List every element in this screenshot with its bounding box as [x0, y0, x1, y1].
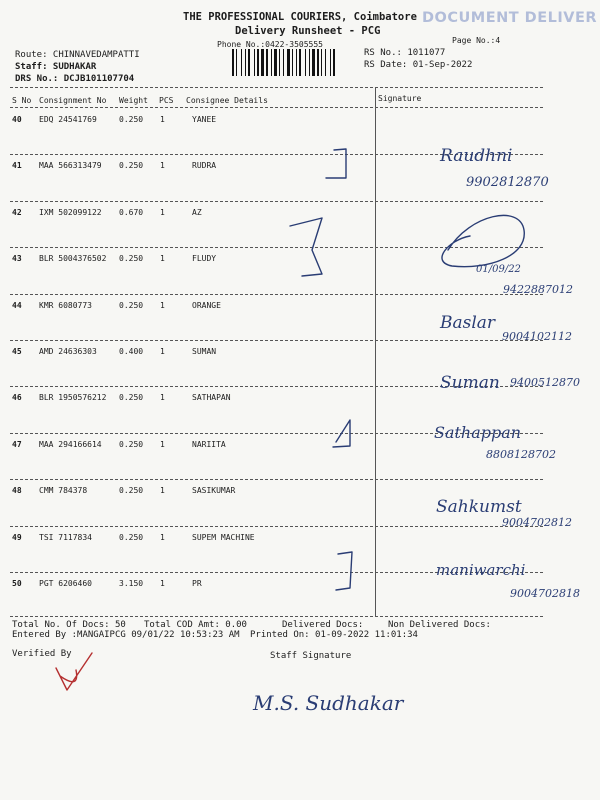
- header-weight: Weight: [119, 96, 148, 105]
- total-cod: Total COD Amt: 0.00: [144, 620, 247, 630]
- cell-weight: 0.250: [119, 115, 144, 124]
- tick-mark: [336, 552, 352, 590]
- entered-by: Entered By :MANGAIPCG 09/01/22 10:53:23 AM: [12, 630, 240, 640]
- cell-consignment-no: CMM 784378: [39, 486, 88, 496]
- cell-consignee: FLUDY: [192, 254, 217, 264]
- verified-by: Verified By: [12, 649, 72, 659]
- header-pcs: PCS: [159, 96, 174, 105]
- cell-consignment-no: AMD 24636303: [39, 347, 97, 356]
- cell-pcs: 1: [160, 532, 165, 542]
- cell-pcs: 1: [160, 115, 165, 124]
- cell-consignee: PR: [192, 579, 202, 588]
- cell-consignee: ORANGE: [192, 300, 221, 310]
- tick-mark: [290, 218, 322, 276]
- cell-pcs: 1: [160, 347, 165, 356]
- delivered-docs: Delivered Docs:: [282, 620, 364, 630]
- cell-sno: 48: [12, 486, 22, 496]
- hw-phone: 9004702818: [510, 587, 580, 600]
- total-docs: Total No. Of Docs: 50: [12, 620, 126, 630]
- cell-weight: 0.250: [119, 161, 144, 171]
- drs-number: DRS No.: DCJB101107704: [15, 74, 135, 84]
- cell-pcs: 1: [160, 486, 165, 496]
- cell-weight: 0.670: [119, 207, 144, 217]
- cell-pcs: 1: [160, 439, 165, 449]
- header-consignee: Consignee Details: [186, 96, 268, 105]
- cell-sno: 46: [12, 393, 22, 403]
- cell-pcs: 1: [160, 579, 165, 588]
- company-title: THE PROFESSIONAL COURIERS, Coimbatore: [183, 11, 417, 23]
- cell-consignment-no: KMR 6080773: [39, 300, 92, 310]
- staff-signature-label: Staff Signature: [270, 651, 352, 661]
- cell-consignment-no: MAA 566313479: [39, 161, 102, 171]
- table-bottom-rule: [10, 616, 543, 617]
- cell-pcs: 1: [160, 161, 165, 171]
- hw-signature: Sathappan: [434, 423, 522, 442]
- cell-sno: 44: [12, 300, 22, 310]
- phone-number: Phone No.:0422-3505555: [217, 40, 323, 49]
- cell-weight: 0.250: [119, 486, 144, 496]
- printed-on: Printed On: 01-09-2022 11:01:34: [250, 630, 418, 640]
- cell-sno: 42: [12, 207, 22, 217]
- runsheet-subtitle: Delivery Runsheet - PCG: [235, 25, 381, 37]
- header-sno: S No: [12, 96, 32, 105]
- cell-pcs: 1: [160, 300, 165, 310]
- cell-weight: 0.250: [119, 532, 144, 542]
- hw-phone: 9004102112: [502, 330, 572, 343]
- hw-signature: Sahkumst: [436, 497, 522, 517]
- cell-consignee: RUDRA: [192, 161, 217, 171]
- rs-date: RS Date: 01-Sep-2022: [364, 60, 473, 70]
- cell-consignee: NARIITA: [192, 439, 226, 449]
- document-delivery-stamp: DOCUMENT DELIVER: [422, 10, 598, 26]
- cell-weight: 0.250: [119, 439, 144, 449]
- cell-sno: 47: [12, 439, 22, 449]
- cell-weight: 0.400: [119, 347, 144, 356]
- cell-consignment-no: BLR 1950576212: [39, 393, 107, 403]
- signature-scribble: [442, 215, 524, 266]
- cell-consignment-no: BLR 5004376502: [39, 254, 107, 264]
- hw-signature: Suman: [440, 373, 500, 393]
- staff-handwritten-signature: M.S. Sudhakar: [253, 691, 404, 715]
- cell-consignee: SUPEM MACHINE: [192, 532, 255, 542]
- cell-sno: 40: [12, 115, 22, 124]
- cell-consignment-no: PGT 6206460: [39, 579, 92, 588]
- hw-phone: 9422887012: [503, 283, 573, 296]
- hw-phone: 9902812870: [466, 175, 549, 190]
- cell-consignee: YANEE: [192, 115, 217, 124]
- hw-phone: 9400512870: [510, 376, 580, 389]
- hw-signature: maniwarchi: [436, 561, 526, 579]
- rs-number: RS No.: 1011077: [364, 48, 446, 58]
- cell-consignment-no: EDQ 24541769: [39, 115, 97, 124]
- hw-phone: 9004702812: [502, 516, 572, 529]
- cell-consignee: AZ: [192, 207, 202, 217]
- hw-signature: Raudhni: [440, 146, 513, 166]
- hw-signature: Baslar: [440, 313, 496, 333]
- cell-pcs: 1: [160, 207, 165, 217]
- cell-sno: 49: [12, 532, 22, 542]
- cell-consignee: SATHAPAN: [192, 393, 231, 403]
- cell-consignment-no: IXM 502099122: [39, 207, 102, 217]
- cell-weight: 3.150: [119, 579, 144, 588]
- cell-pcs: 1: [160, 254, 165, 264]
- cell-consignment-no: TSI 7117834: [39, 532, 92, 542]
- tick-mark: [333, 420, 350, 447]
- hw-phone: 8808128702: [486, 448, 556, 461]
- route-label: Route: CHINNAVEDAMPATTI: [15, 50, 140, 60]
- cell-weight: 0.250: [119, 254, 144, 264]
- header-signature: Signature: [378, 94, 422, 103]
- cell-consignment-no: MAA 294166614: [39, 439, 102, 449]
- cell-sno: 50: [12, 579, 22, 588]
- cell-consignee: SUMAN: [192, 347, 217, 356]
- hw-date: 01/09/22: [476, 264, 521, 275]
- cell-sno: 43: [12, 254, 22, 264]
- non-delivered-docs: Non Delivered Docs:: [388, 620, 491, 630]
- cell-weight: 0.250: [119, 393, 144, 403]
- page-number: Page No.:4: [452, 36, 501, 45]
- header-consignment: Consignment No: [39, 96, 107, 105]
- cell-sno: 45: [12, 347, 22, 356]
- tick-mark: [326, 149, 346, 178]
- cell-pcs: 1: [160, 393, 165, 403]
- staff-label: Staff: SUDHAKAR: [15, 62, 97, 72]
- cell-consignee: SASIKUMAR: [192, 486, 236, 496]
- cell-weight: 0.250: [119, 300, 144, 310]
- cell-sno: 41: [12, 161, 22, 171]
